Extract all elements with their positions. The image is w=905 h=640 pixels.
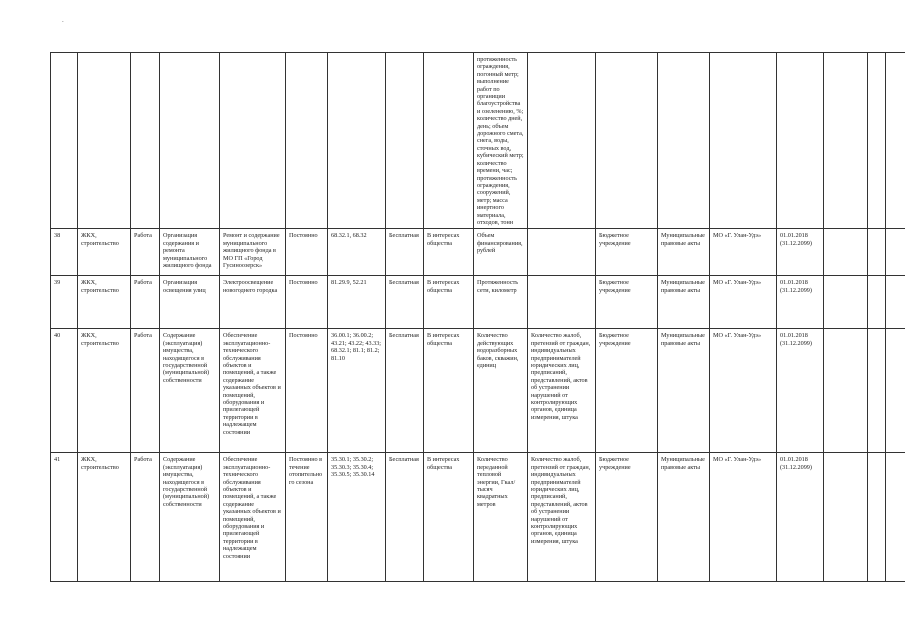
cell-content: Обеспечение эксплуатационно-технического обслуживания объектов и помещений, а также содержание указанных объектов и помещений, оборудования и прилегающей территории в надлежащем состоянии (220, 329, 286, 453)
cell-empty (868, 229, 886, 276)
cell-quality (528, 53, 596, 229)
cell-mo: МО «Г. Улан-Удэ» (710, 329, 777, 453)
table-row (51, 329, 905, 453)
cell-fee: Бесплатная (386, 229, 424, 276)
cell-institution (596, 53, 658, 229)
cell-interest: В интересах общества (424, 276, 474, 329)
cell-date: 01.01.2018 (31.12.2099) (777, 453, 824, 582)
cell-num: 39 (51, 276, 78, 329)
cell-date: 01.01.2018 (31.12.2099) (777, 329, 824, 453)
cell-okved: 81.29.9, 52.21 (328, 276, 386, 329)
cell-acts: Муниципальные правовые акты (658, 329, 710, 453)
cell-acts: Муниципальные правовые акты (658, 229, 710, 276)
cell-fee: Бесплатная (386, 453, 424, 582)
cell-num: 41 (51, 453, 78, 582)
cell-sector: ЖКХ, строительство (78, 329, 131, 453)
cell-acts: Муниципальные правовые акты (658, 276, 710, 329)
cell-institution: Бюджетное учреждение (596, 229, 658, 276)
cell-empty (886, 453, 905, 582)
cell-interest: В интересах общества (424, 329, 474, 453)
cell-type: Работа (131, 276, 160, 329)
cell-period (286, 53, 328, 229)
cell-indicator: Протяженность сети, километр (474, 276, 528, 329)
table-row (51, 276, 905, 329)
table-row (51, 229, 905, 276)
cell-empty (886, 329, 905, 453)
cell-name (160, 53, 220, 229)
page-mark: . (62, 16, 64, 24)
cell-empty (886, 53, 905, 229)
cell-acts: Муниципальные правовые акты (658, 453, 710, 582)
cell-fee: Бесплатная (386, 276, 424, 329)
cell-acts (658, 53, 710, 229)
cell-okved (328, 53, 386, 229)
cell-empty (886, 229, 905, 276)
cell-fee (386, 53, 424, 229)
cell-institution: Бюджетное учреждение (596, 276, 658, 329)
cell-okved: 68.32.1, 68.32 (328, 229, 386, 276)
cell-type: Работа (131, 329, 160, 453)
cell-name: Организация освещения улиц (160, 276, 220, 329)
cell-interest: В интересах общества (424, 453, 474, 582)
cell-empty (824, 276, 868, 329)
cell-interest: В интересах общества (424, 229, 474, 276)
cell-name: Содержание (эксплуатация) имущества, находящегося в государственной (муниципальной) собственности (160, 453, 220, 582)
cell-institution: Бюджетное учреждение (596, 453, 658, 582)
cell-date (777, 53, 824, 229)
cell-content: Обеспечение эксплуатационно-технического обслуживания объектов и помещений, а также содержание указанных объектов и помещений, оборудования и прилегающей территории в надлежащем состоянии (220, 453, 286, 582)
cell-content: Электроосвещение новогоднего городка (220, 276, 286, 329)
cell-sector: ЖКХ, строительство (78, 453, 131, 582)
cell-indicator: Количество переданной тепловой энергии, Гкал/тысяч квадратных метров (474, 453, 528, 582)
cell-quality (528, 229, 596, 276)
cell-empty (824, 229, 868, 276)
cell-type: Работа (131, 229, 160, 276)
cell-type: Работа (131, 453, 160, 582)
cell-institution: Бюджетное учреждение (596, 329, 658, 453)
cell-period: Постоянно в течение отопительного сезона (286, 453, 328, 582)
cell-date: 01.01.2018 (31.12.2099) (777, 229, 824, 276)
services-registry-table (50, 52, 905, 582)
cell-mo: МО «Г. Улан-Удэ» (710, 453, 777, 582)
cell-quality: Количество жалоб, претензий от граждан, индивидуальных предпринимателей юридических лиц, предписаний, представлений, актов об устранении нарушений от контролирующих органов, единица измерения, штука (528, 329, 596, 453)
cell-empty (868, 453, 886, 582)
table-row (51, 453, 905, 582)
cell-content: Ремонт и содержание муниципального жилищного фонда в МО ГП «Город Гусиноозерск» (220, 229, 286, 276)
cell-sector: ЖКХ, строительство (78, 276, 131, 329)
cell-quality: Количество жалоб, претензий от граждан, индивидуальных предпринимателей юридических лиц, предписаний, представлений, актов об устранении нарушений от контролирующих органов, единица измерения, штука (528, 453, 596, 582)
cell-period: Постоянно (286, 329, 328, 453)
cell-empty (824, 329, 868, 453)
cell-name: Содержание (эксплуатация) имущества, находящегося в государственной (муниципальной) собственности (160, 329, 220, 453)
cell-type (131, 53, 160, 229)
cell-empty (886, 276, 905, 329)
cell-quality (528, 276, 596, 329)
cell-empty (868, 329, 886, 453)
cell-sector: ЖКХ, строительство (78, 229, 131, 276)
cell-name: Организация содержания и ремонта муниципального жилищного фонда (160, 229, 220, 276)
cell-mo: МО «Г. Улан-Удэ» (710, 276, 777, 329)
cell-okved: 36.00.1; 36.00.2; 43.21; 43.22; 43.33; 68.32.1; 81.1; 81.2; 81.10 (328, 329, 386, 453)
cell-fee: Бесплатная (386, 329, 424, 453)
cell-indicator: Объем финансирования, рублей (474, 229, 528, 276)
cell-empty (824, 53, 868, 229)
table-row (51, 53, 905, 229)
cell-mo (710, 53, 777, 229)
cell-empty (824, 453, 868, 582)
cell-interest (424, 53, 474, 229)
cell-mo: МО «Г. Улан-Удэ» (710, 229, 777, 276)
cell-period: Постоянно (286, 229, 328, 276)
cell-sector (78, 53, 131, 229)
cell-num: 38 (51, 229, 78, 276)
cell-num: 40 (51, 329, 78, 453)
cell-indicator: Количество действующих водоразборных баков, скважин, единиц (474, 329, 528, 453)
cell-indicator: протяженность ограждения, погонный метр; выполнение работ по органиции благоустройства и озеленению, %; количество дней, день; объем дорожного смета, снега, воды, сточных вод, кубический метр; количество времени, час; протяженность ограждения, сооружений, метр; масса инертного материала, отходов, тонн (474, 53, 528, 229)
cell-num (51, 53, 78, 229)
cell-empty (868, 276, 886, 329)
cell-period: Постоянно (286, 276, 328, 329)
cell-content (220, 53, 286, 229)
cell-okved: 35.30.1; 35.30.2; 35.30.3; 35.30.4; 35.30.5; 35.30.14 (328, 453, 386, 582)
cell-empty (868, 53, 886, 229)
cell-date: 01.01.2018 (31.12.2099) (777, 276, 824, 329)
